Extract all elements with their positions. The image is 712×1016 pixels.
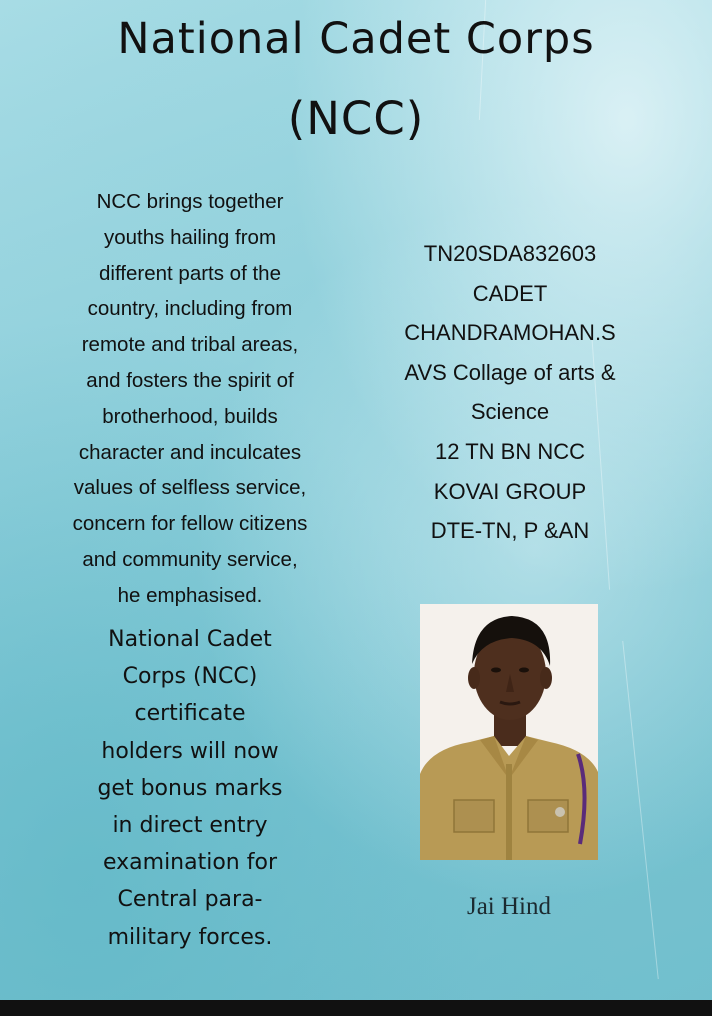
bonus-line: certificate <box>134 701 246 727</box>
intro-paragraph <box>40 184 340 614</box>
intro-line: country, including from <box>87 297 293 321</box>
cadet-group: KOVAI GROUP <box>433 478 587 504</box>
cadet-info <box>360 234 660 551</box>
intro-line: and fosters the spirit of <box>86 368 294 392</box>
bonus-line: get bonus marks <box>97 775 283 801</box>
bonus-line: holders will now <box>101 738 279 764</box>
bonus-line: in direct entry <box>112 813 268 839</box>
intro-line: concern for fellow citizens <box>72 512 308 536</box>
intro-line: NCC brings together <box>96 190 284 213</box>
intro-line: values of selfless service, <box>73 476 307 500</box>
cadet-photo <box>420 604 598 860</box>
cadet-college: AVS Collage of arts & <box>404 359 616 385</box>
intro-line: different parts of the <box>99 261 281 285</box>
intro-line: he emphasised. <box>117 583 263 607</box>
intro-line: character and inculcates <box>78 440 302 464</box>
cadet-directorate: DTE-TN, P &AN <box>430 518 590 544</box>
slogan: Jai Hind <box>466 893 552 920</box>
bonus-line: Central para- <box>117 887 263 913</box>
bonus-line: National Cadet <box>108 627 272 652</box>
bonus-line: military forces. <box>107 924 273 950</box>
texture-line <box>622 641 659 979</box>
cadet-college: Science <box>470 399 550 425</box>
cadet-name: CHANDRAMOHAN.S <box>404 320 616 346</box>
cadet-number: TN20SDA832603 <box>423 241 597 266</box>
intro-line: and community service, <box>82 547 298 571</box>
page-title: National Cadet Corps <box>117 14 595 64</box>
intro-line: brotherhood, builds <box>102 404 278 428</box>
cadet-battalion: 12 TN BN NCC <box>435 438 585 464</box>
bonus-paragraph <box>70 621 310 956</box>
bonus-line: examination for <box>102 850 277 876</box>
cadet-rank: CADET <box>472 280 548 306</box>
cadet-portrait-illustration <box>420 604 598 860</box>
intro-line: remote and tribal areas, <box>81 333 299 357</box>
intro-line: youths hailing from <box>103 225 277 249</box>
bonus-line: Corps (NCC) <box>122 664 258 690</box>
page-title-abbreviation: (NCC) <box>287 92 425 145</box>
